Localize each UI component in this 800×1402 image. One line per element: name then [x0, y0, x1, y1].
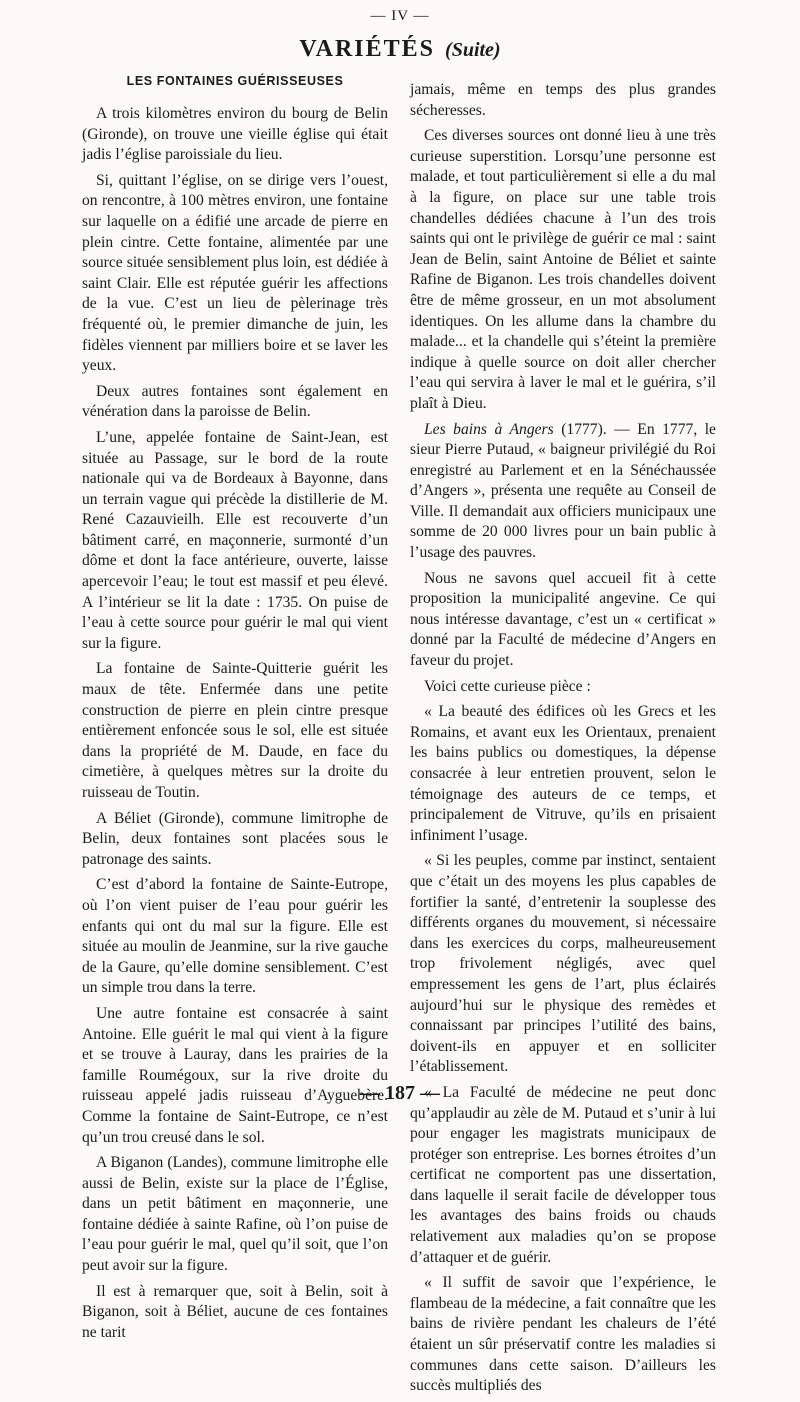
page-number: — 187 —: [360, 1082, 440, 1104]
paragraph: A Béliet (Gironde), commune limitrophe de Belin, deux fontaines sont placées sous le patronage des saints.: [82, 809, 388, 868]
paragraph: « Il suffit de savoir que l’expérience, le flambeau de la médecine, a fait connaître que les bains de rivière pendant les chaleurs de l’été étaient un sûr préservatif contre les maladies si communes dans cette saison. D’ailleurs les succès multipliés des: [410, 1274, 716, 1395]
paragraph-continued: jamais, même en temps des plus grandes sécheresses.: [410, 81, 716, 119]
paragraph: La fontaine de Sainte-Quitterie guérit les maux de tête. Enfermée dans une petite construction de pierre en plein cintre presque entièrement enfoncée sous le sol, elle est située dans la propriété de M. Daude, en face du cimetière, à quelques mètres sur la droite du ruisseau de Toutin.: [82, 660, 388, 801]
section-title: LES FONTAINES GUÉRISSEUSES: [126, 74, 344, 88]
paragraph: A trois kilomètres environ du bourg de Belin (Gironde), on trouve une vieille église qui était jadis l’église paroissiale du lieu.: [82, 105, 388, 164]
paragraph: Si, quittant l’église, on se dirige vers l’ouest, on rencontre, à 100 mètres environ, une fontaine sur laquelle on a édifié une arcade de pierre en plein cintre. Cette fontaine, alimentée par une source située sensiblement plus loin, est dédiée à saint Clair. Elle est réputée guérir les affections de la vue. C’est un lieu de pèlerinage très fréquenté où, le premier dimanche de juin, les fidèles viennent par milliers boire et se laver les yeux.: [82, 171, 388, 375]
paragraph: A Biganon (Landes), commune limitrophe elle aussi de Belin, existe sur la place de l’Église, dans un petit bâtiment en maçonnerie, une fontaine dédiée à sainte Rafine, où l’on puise de l’eau pour guérir le mal, quel qu’il soit, que l’on peut avoir sur la figure.: [82, 1154, 388, 1275]
paragraph: Ces diverses sources ont donné lieu à une très curieuse superstition. Lorsqu’une personne est malade, et tout particulièrement si elle a du mal à la figure, on place sur une table trois chandelles dédiées chacune à l’un des trois saints qui ont le privilège de guérir ce mal : saint Jean de Belin, saint Antoine de Béliet et sainte Rafine de Biganon. Les trois chandelles doivent être de même grosseur, en un mot absolument identiques. On les allume dans la chambre du malade... et la chandelle qui s’éteint la première indique à quelle source on doit aller chercher l’eau qui servira à laver le mal et le guérira, s’il plaît à Dieu.: [410, 127, 716, 412]
angers-text: (1777). — En 1777, le sieur Pierre Putaud, « baigneur privilégié du Roi enregistré au Parlement et en la Sénéchaussée d’Angers », présenta une requête au Conseil de Ville. Il demandait aux officiers municipaux une somme de 20 000 livres pour un bain public à l’usage des pauvres.: [410, 420, 716, 562]
page-title: [0, 36, 800, 63]
paragraph: Voici cette curieuse pièce :: [424, 677, 591, 695]
title-suite: (Suite): [445, 39, 501, 61]
page-roman-numeral: — IV —: [370, 8, 430, 24]
right-column: [410, 80, 716, 1402]
paragraph: L’une, appelée fontaine de Saint-Jean, est située au Passage, sur le bord de la route nationale qui va de Bordeaux à Bayonne, dans un terrain vague qui précède la distillerie de M. René Cazauvieilh. Elle est recouverte d’un bâtiment carré, en maçonnerie, surmonté d’un dôme et dont la face antérieure, ouverte, laisse apercevoir l’eau; le tout est massif et peu élevé. A l’intérieur se lit la date : 1735. On puise de l’eau à cette source pour guérir le mal qui vient sur la figure.: [82, 428, 388, 652]
paragraph: C’est d’abord la fontaine de Sainte-Eutrope, où l’on vient puiser de l’eau pour guérir les enfants qui ont du mal sur la figure. Elle est située au moulin de Jeanmine, sur la rive gauche de la Gaure, qu’elle domine sensiblement. C’est un simple trou dans la terre.: [82, 876, 388, 997]
paragraph: Une autre fontaine est consacrée à saint Antoine. Elle guérit le mal qui vient à la figure et se trouve à Lauray, dans les prairies de la famille Roumégoux, sur la rive droite du ruisseau appelé jadis ruisseau d’Ayguebère. Comme la fontaine de Saint-Eutrope, ce n’est qu’un trou creusé dans le sol.: [82, 1004, 388, 1146]
angers-heading: Les bains à Angers: [424, 420, 554, 438]
paragraph: « La beauté des édifices où les Grecs et les Romains, et avant eux les Orientaux, prenaient les bains publics ou domestiques, la dépense consacrée à leur entretien prouvent, selon le témoignage des auteurs de ce temps, et principalement de Vitruve, qu’ils en prisaient infiniment l’usage.: [410, 703, 716, 844]
paragraph: « Si les peuples, comme par instinct, sentaient que c’était un des moyens les plus capables de fortifier la santé, d’entretenir la souplesse des différents organes du mouvement, si nécessaire dans les exercices du corps, malheureusement trop frivolement négligés, avec quel empressement les gens de l’art, plus éclairés aujourd’hui sur le physique des remèdes et connaissant par principes l’utilité des bains, doivent-ils en appuyer et en solliciter l’établissement.: [410, 852, 716, 1076]
paragraph: « La Faculté de médecine ne peut donc qu’applaudir au zèle de M. Putaud et s’unir à lui pour engager les magistrats municipaux de protéger son entreprise. Les bornes étroites d’un certificat ne comportent pas une dissertation, dans laquelle il serait facile de développer tous les avantages des bains froids ou chauds relativement aux maladies qu’on se propose d’attaquer et de guérir.: [410, 1083, 716, 1266]
paragraph: Deux autres fontaines sont également en vénération dans la paroisse de Belin.: [82, 382, 388, 421]
title-text: VARIÉTÉS: [299, 36, 436, 62]
paragraph: Il est à remarquer que, soit à Belin, soit à Biganon, soit à Béliet, aucune de ces fontaines ne tarit: [82, 1282, 388, 1341]
paragraph: Nous ne savons quel accueil fit à cette proposition la municipalité angevine. Ce qui nous intéresse davantage, c’est un « certificat » donné par la Faculté de médecine d’Angers en faveur du projet.: [410, 569, 716, 670]
paragraph-angers: [410, 420, 716, 564]
left-column: [82, 104, 388, 1348]
